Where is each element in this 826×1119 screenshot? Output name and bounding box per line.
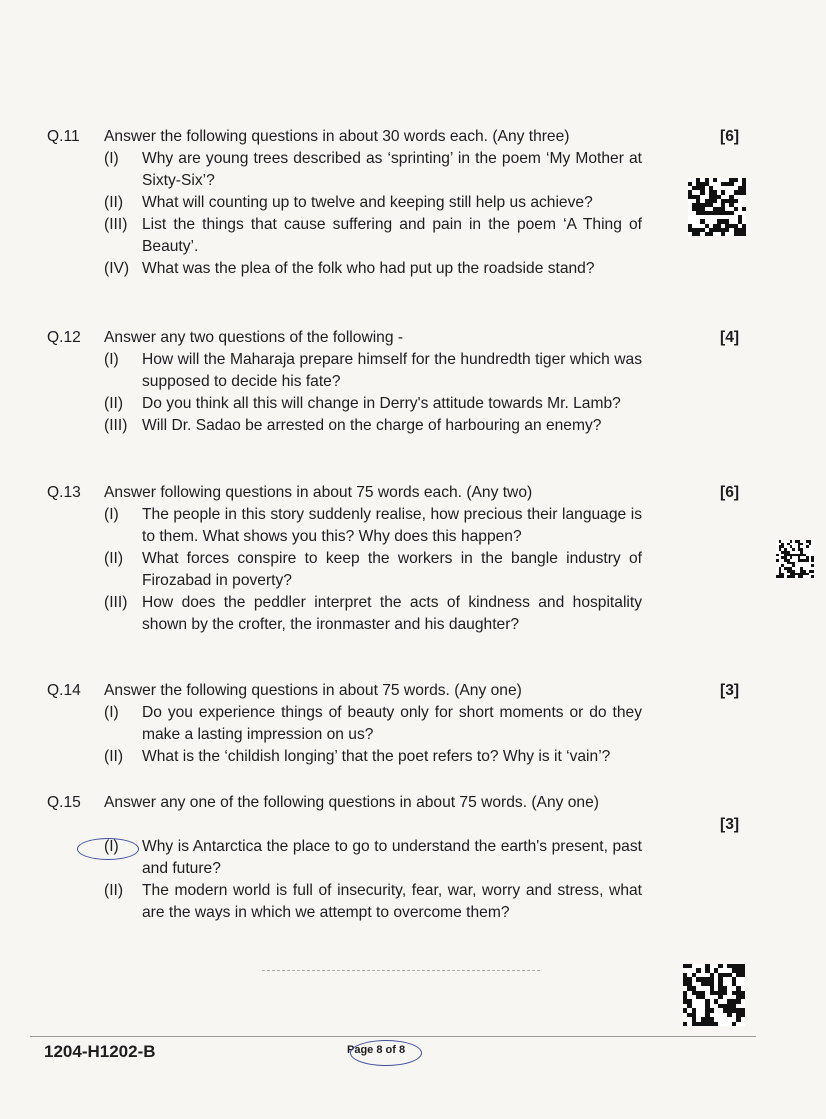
question-header xyxy=(0,792,826,836)
sub-question-label: (I) xyxy=(104,838,119,855)
sub-question xyxy=(104,880,642,924)
question-marks: [3] xyxy=(720,816,740,833)
sub-question-label: (I) xyxy=(104,150,119,167)
sub-question xyxy=(104,192,642,214)
question-q13 xyxy=(0,482,826,636)
sub-question-text: Why is Antarctica the place to go to understand the earth's present, past and future? xyxy=(142,838,642,877)
sub-question-text: Will Dr. Sadao be arrested on the charge of harbouring an enemy? xyxy=(142,417,602,434)
question-number: Q.14 xyxy=(47,682,81,699)
question-instruction: Answer the following questions in about 30 words each. (Any three) xyxy=(104,128,570,145)
page-number: Page 8 of 8 xyxy=(347,1044,406,1056)
sub-question-label: (II) xyxy=(104,748,124,765)
sub-question-label: (II) xyxy=(104,882,124,899)
sub-question-label: (II) xyxy=(104,194,124,211)
question-header xyxy=(0,680,826,702)
question-marks: [6] xyxy=(720,128,740,145)
sub-question xyxy=(104,746,642,768)
sub-question xyxy=(104,415,642,437)
question-instruction: Answer the following questions in about 75 words. (Any one) xyxy=(104,682,522,699)
sub-question xyxy=(104,349,642,393)
sub-question xyxy=(104,702,642,746)
sub-question-text: What forces conspire to keep the workers in the bangle industry of Firozabad in poverty? xyxy=(142,550,642,589)
sub-question-label: (I) xyxy=(104,704,119,721)
sub-question-label: (III) xyxy=(104,594,128,611)
question-instruction: Answer following questions in about 75 words each. (Any two) xyxy=(104,484,533,501)
sub-question-label: (I) xyxy=(104,506,119,523)
sub-question xyxy=(104,148,642,192)
pen-circle-mark xyxy=(77,838,139,860)
sub-question-text: Do you think all this will change in Derry's attitude towards Mr. Lamb? xyxy=(142,395,621,412)
question-number: Q.11 xyxy=(47,128,80,145)
sub-question-text: What is the ‘childish longing’ that the poet refers to? Why is it ‘vain’? xyxy=(142,748,611,765)
sub-question-label: (IV) xyxy=(104,260,130,277)
sub-question xyxy=(104,504,642,548)
paper-code: 1204-H1202-B xyxy=(44,1042,156,1061)
question-marks: [6] xyxy=(720,484,740,501)
sub-question-label: (II) xyxy=(104,395,124,412)
sub-question-text: What will counting up to twelve and keeping still help us achieve? xyxy=(142,194,593,211)
question-instruction: Answer any one of the following questions in about 75 words. (Any one) xyxy=(104,794,599,811)
sub-question xyxy=(104,548,642,592)
sub-question xyxy=(104,393,642,415)
sub-question-text: How does the peddler interpret the acts of kindness and hospitality shown by the crofter, the ironmaster and his daughter? xyxy=(142,594,642,633)
question-header xyxy=(0,126,826,148)
sub-question-label: (III) xyxy=(104,417,128,434)
sub-question-text: How will the Maharaja prepare himself for the hundredth tiger which was supposed to decide his fate? xyxy=(142,351,642,390)
sub-question-text: Do you experience things of beauty only for short moments or do they make a lasting impression on us? xyxy=(142,704,642,743)
footer-divider xyxy=(30,1036,756,1037)
sub-question xyxy=(104,592,642,636)
sub-question-text: Why are young trees described as ‘sprinting’ in the poem ‘My Mother at Sixty-Six’? xyxy=(142,150,642,189)
sub-question xyxy=(104,214,642,258)
question-instruction: Answer any two questions of the following - xyxy=(104,329,404,346)
sub-question-text: The modern world is full of insecurity, fear, war, worry and stress, what are the ways in which we attempt to overcome them? xyxy=(142,882,642,921)
question-marks: [3] xyxy=(720,682,740,699)
sub-question xyxy=(104,836,642,880)
sub-question xyxy=(104,258,642,280)
question-header xyxy=(0,482,826,504)
pen-circle-mark xyxy=(350,1040,422,1066)
sub-question-label: (II) xyxy=(104,550,124,567)
sub-question-label: (III) xyxy=(104,216,128,233)
question-number: Q.15 xyxy=(47,794,81,811)
question-marks: [4] xyxy=(720,329,740,346)
question-number: Q.12 xyxy=(47,329,81,346)
end-of-paper-divider xyxy=(262,970,540,971)
qr-code xyxy=(688,178,746,236)
question-q14 xyxy=(0,680,826,768)
qr-code xyxy=(776,540,814,578)
question-number: Q.13 xyxy=(47,484,81,501)
sub-question-text: List the things that cause suffering and pain in the poem ‘A Thing of Beauty’. xyxy=(142,216,642,255)
question-q12 xyxy=(0,327,826,437)
qr-code xyxy=(683,964,745,1026)
question-header xyxy=(0,327,826,349)
sub-question-label: (I) xyxy=(104,351,119,368)
sub-question-text: The people in this story suddenly realise, how precious their language is to them. What shows you this? Why does this happen? xyxy=(142,506,642,545)
sub-question-text: What was the plea of the folk who had put up the roadside stand? xyxy=(142,260,595,277)
